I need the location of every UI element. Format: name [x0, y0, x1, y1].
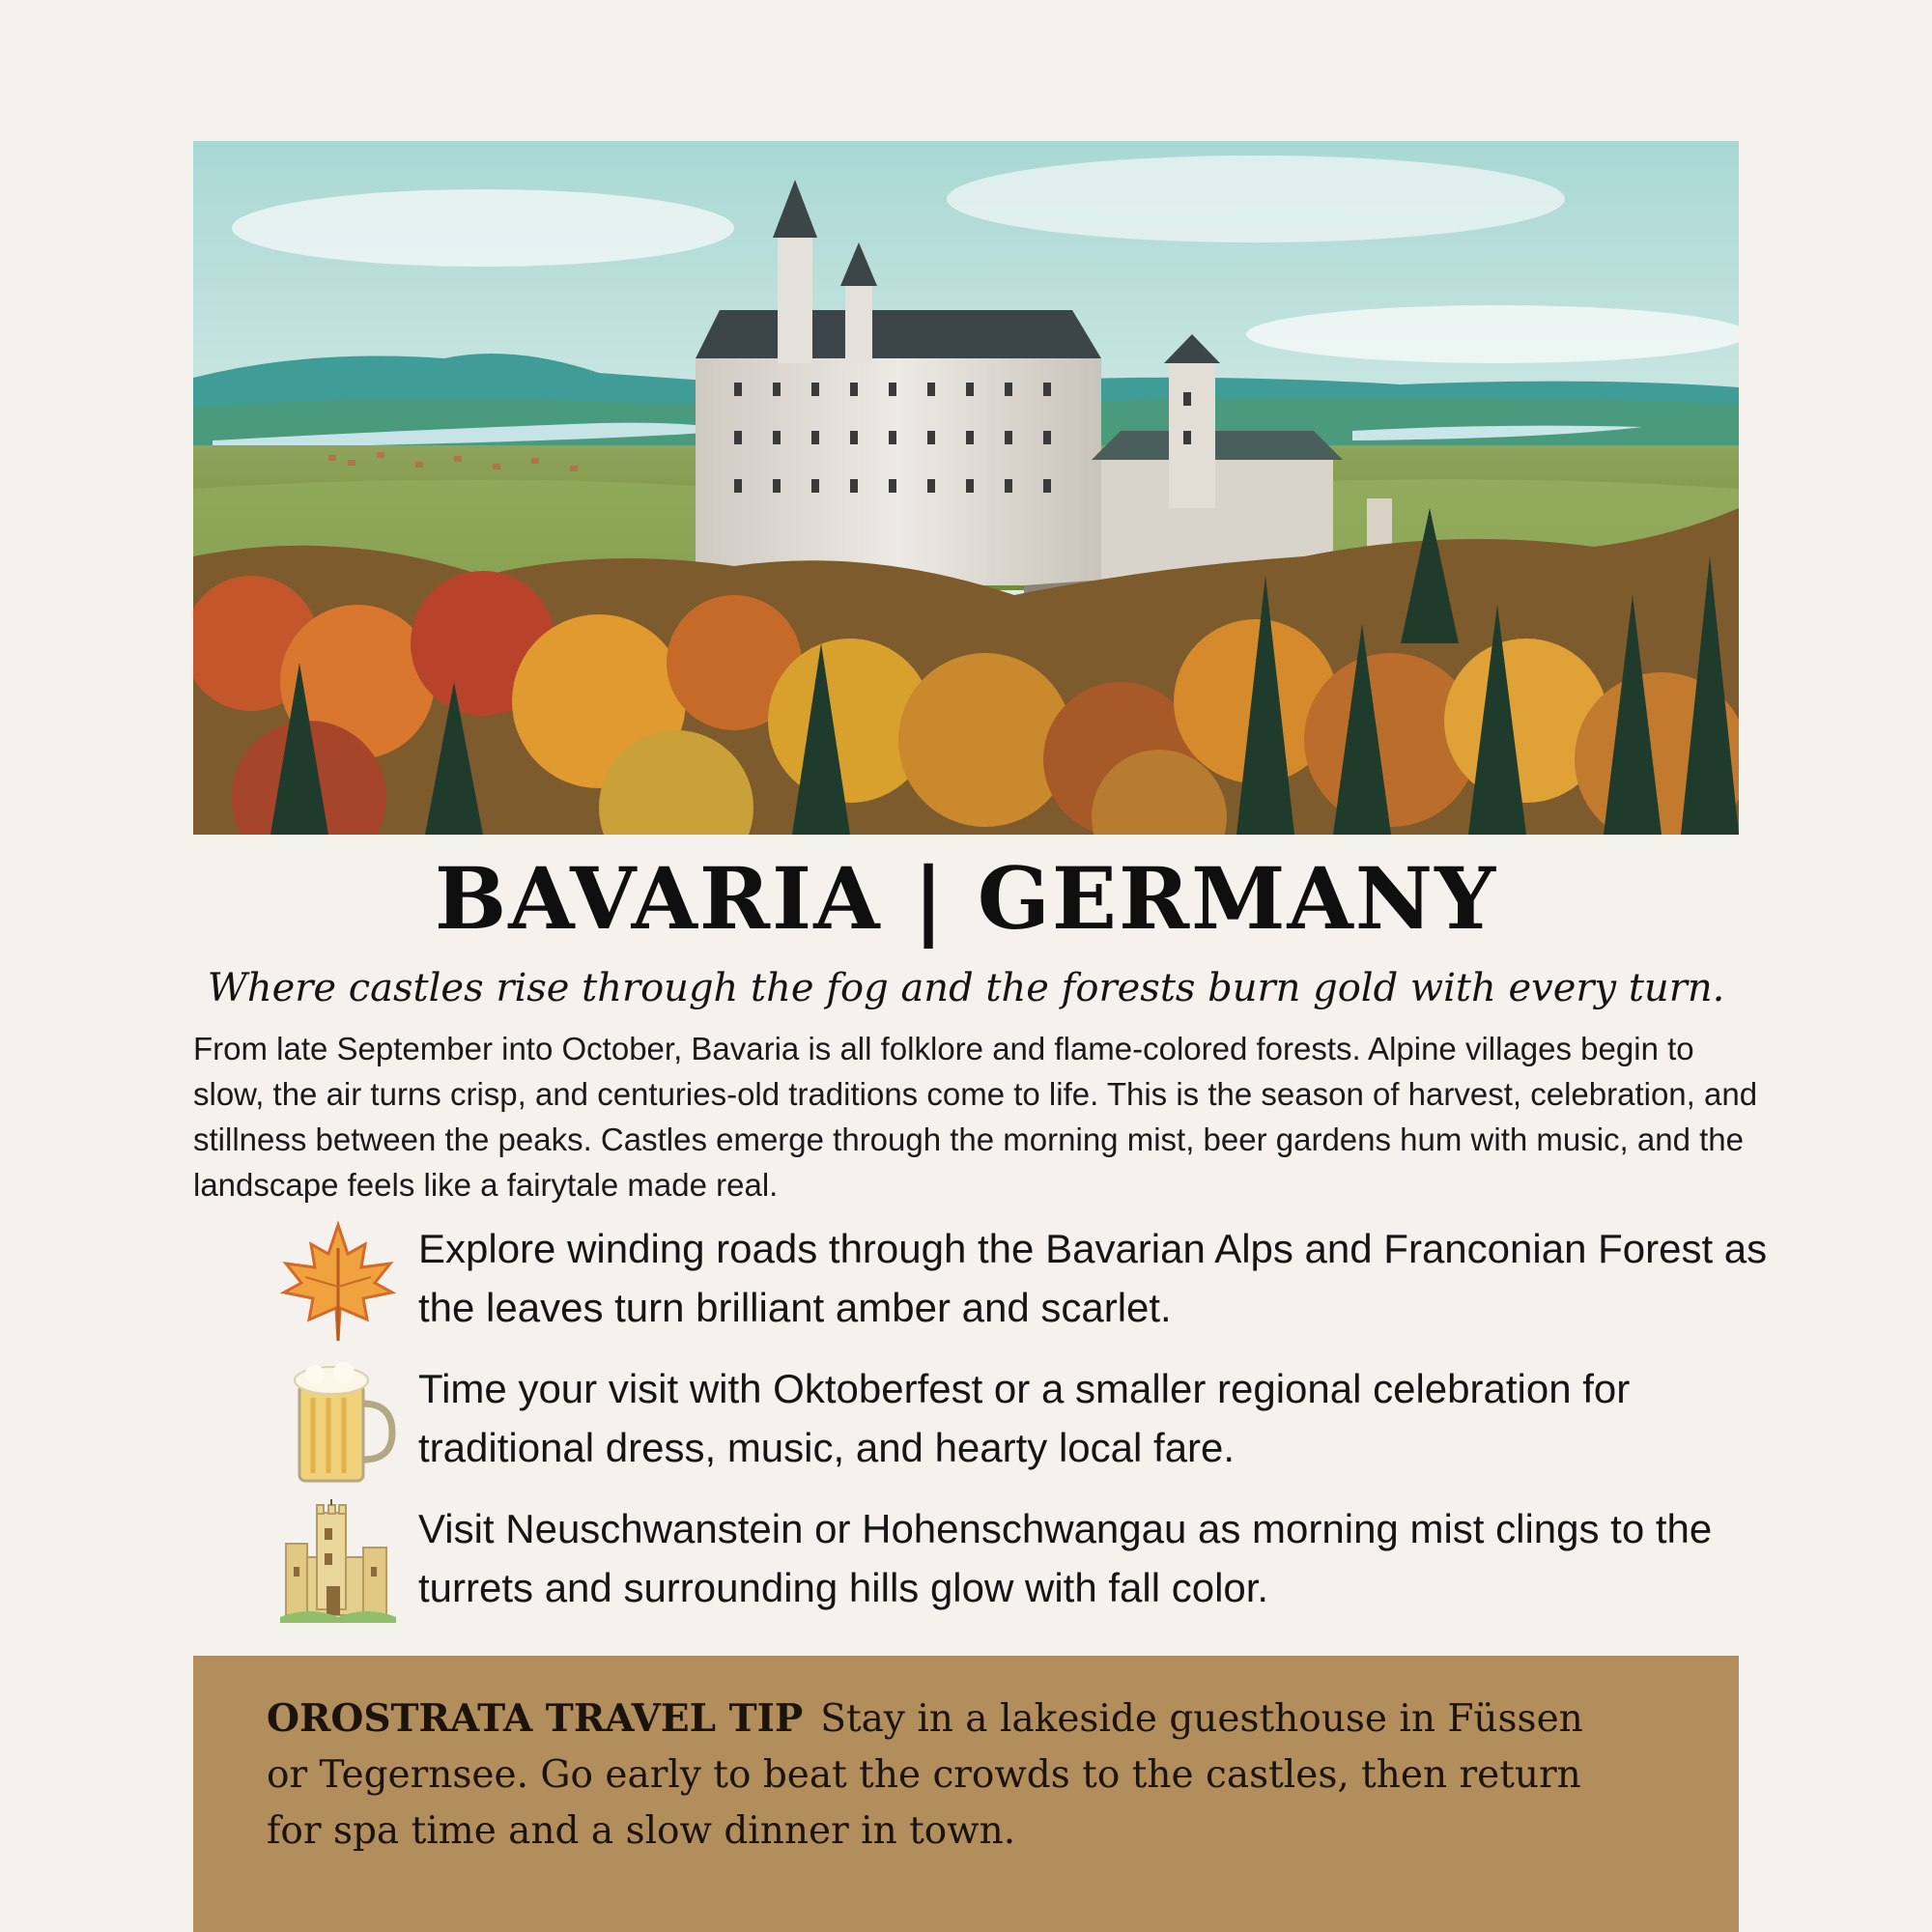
beer-mug-icon — [270, 1359, 406, 1485]
list-item-text: Time your visit with Oktoberfest or a smaller regional celebration for traditional dress, music, and hearty local fare. — [418, 1366, 1631, 1470]
list-item-text: Explore winding roads through the Bavarian Alps and Franconian Forest as the leaves turn brilliant amber and scarlet. — [418, 1226, 1768, 1330]
travel-tip-box — [193, 1656, 1739, 1932]
travel-tip-text: Stay in a lakeside guesthouse in Füssen or Tegernsee. Go early to beat the crowds to the castles, then return for spa time and a slow dinner in town. — [267, 1697, 1583, 1853]
castle-landscape-illustration — [193, 141, 1739, 835]
castle-icon — [270, 1499, 406, 1625]
list-item — [270, 1359, 1777, 1485]
list-item-text: Visit Neuschwanstein or Hohenschwangau as morning mist clings to the turrets and surrounding hills glow with fall color. — [418, 1506, 1713, 1610]
intro-paragraph: From late September into October, Bavaria is all folklore and flame-colored forests. Alpine villages begin to slow, the air turns crisp, and centuries-old traditions come to life. This is the season of harvest, celebration, and stillness between the peaks. Castles emerge through the morning mist, beer gardens hum with music, and the landscape feels like a fairytale made real. — [193, 1031, 1758, 1203]
travel-tip-label: OROSTRATA TRAVEL TIP — [267, 1696, 804, 1741]
tagline: Where castles rise through the fog and the forests burn gold with every turn. — [207, 966, 1725, 1010]
travel-tip — [267, 1690, 1600, 1860]
list-item — [270, 1499, 1777, 1625]
maple-leaf-icon — [270, 1219, 406, 1345]
list-item — [270, 1219, 1777, 1345]
page-title: BAVARIA | GERMANY — [434, 848, 1498, 949]
hero-photo — [193, 141, 1739, 835]
